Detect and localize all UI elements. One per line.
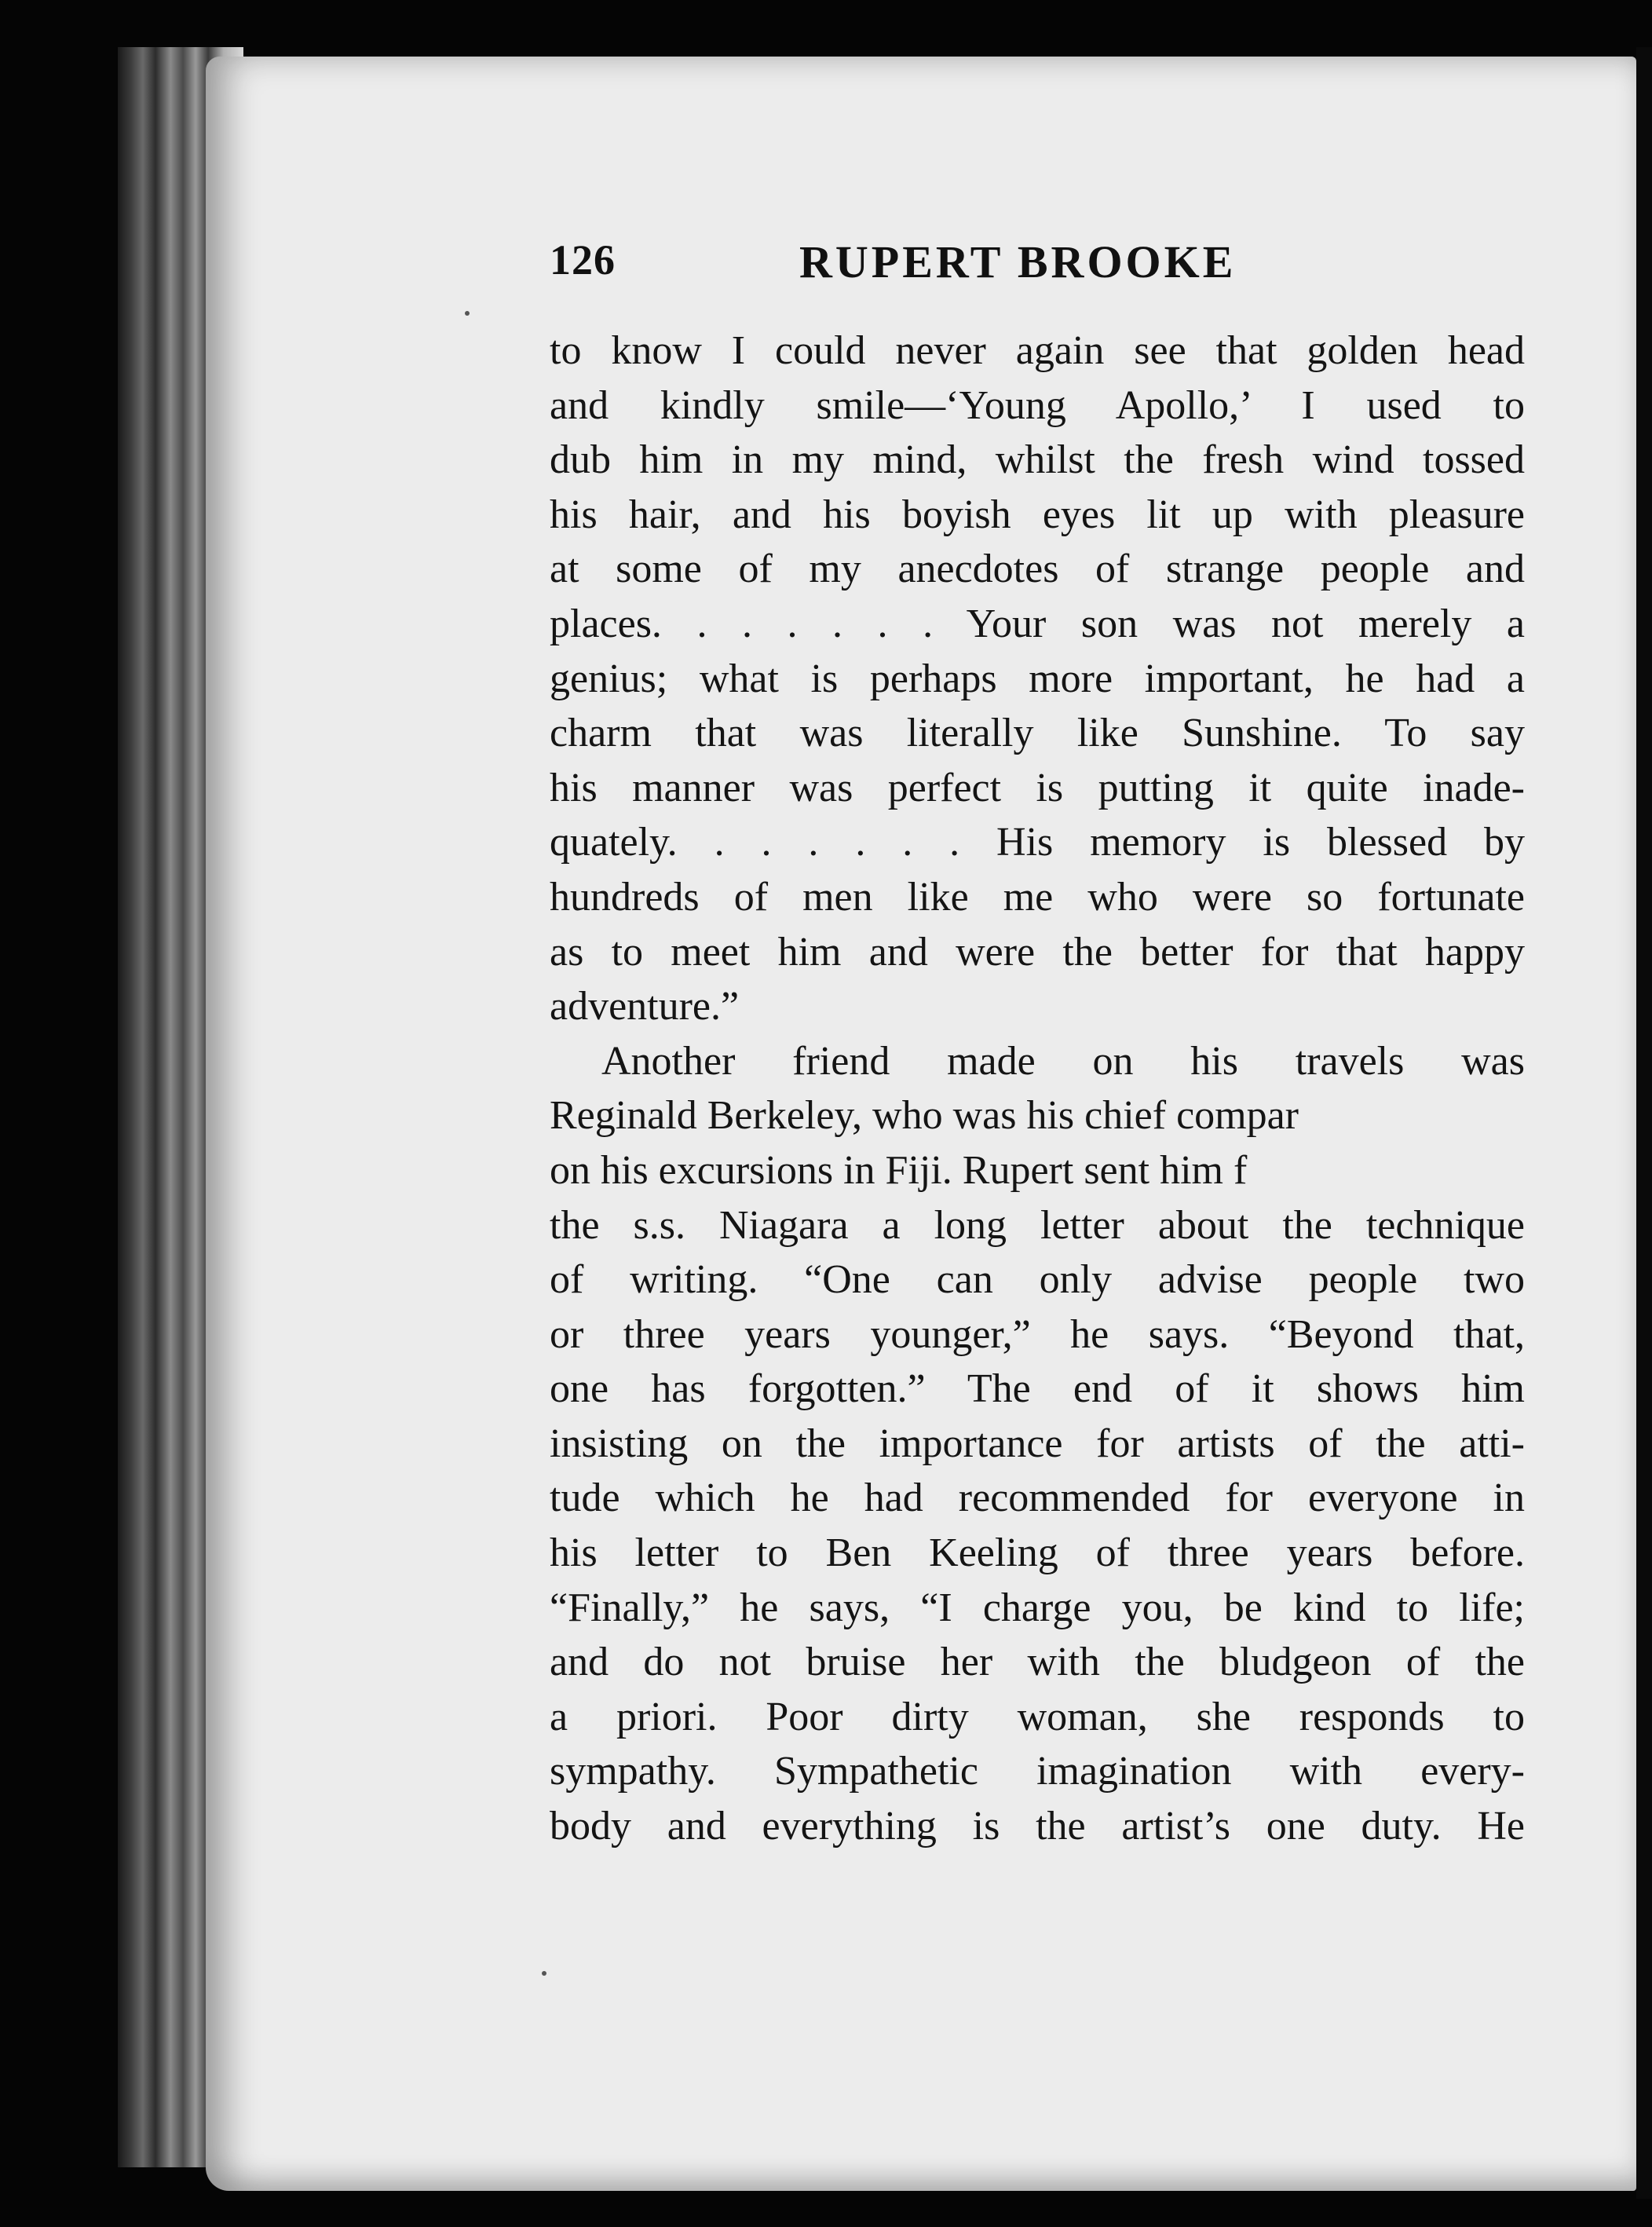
text-line: a priori. Poor dirty woman, she responds to	[550, 1694, 1525, 1739]
scan-right-edge	[1636, 47, 1652, 2199]
text-line: and do not bruise her with the bludgeon of the	[550, 1640, 1525, 1685]
text-line: to know I could never again see that golden head	[550, 328, 1525, 373]
text-line: the s.s. Niagara a long letter about the technique	[550, 1202, 1525, 1248]
text-line: Reginald Berkeley, who was his chief compar	[550, 1093, 1299, 1139]
text-line: his manner was perfect is putting it quite inade-	[550, 765, 1525, 810]
text-line: charm that was literally like Sunshine. To say	[550, 711, 1525, 756]
text-line: and kindly smile—‘Young Apollo,’ I used to	[550, 382, 1525, 428]
dust-speck	[465, 311, 470, 316]
text-line: one has forgotten.” The end of it shows him	[550, 1366, 1525, 1412]
text-line: hundreds of men like me who were so fortunate	[550, 874, 1525, 920]
text-line: tude which he had recommended for everyone in	[550, 1476, 1525, 1521]
text-line: dub him in my mind, whilst the fresh wind tossed	[550, 437, 1525, 483]
text-line: his hair, and his boyish eyes lit up with pleasure	[550, 492, 1525, 537]
text-line: adventure.”	[550, 984, 740, 1029]
text-line: of writing. “One can only advise people two	[550, 1257, 1525, 1303]
text-line: places. . . . . . . Your son was not merely a	[550, 601, 1525, 646]
text-line: or three years younger,” he says. “Beyond that,	[550, 1311, 1525, 1357]
paragraph-start-line: Another friend made on his travels was	[601, 1038, 1525, 1084]
text-line: at some of my anecdotes of strange people and	[550, 547, 1525, 592]
text-line: quately. . . . . . . His memory is blessed by	[550, 820, 1525, 865]
text-line: his letter to Ben Keeling of three years before.	[550, 1530, 1525, 1576]
page-number: 126	[550, 236, 616, 283]
text-line: genius; what is perhaps more important, he had a	[550, 656, 1525, 701]
body-text	[550, 324, 1525, 1854]
text-line: body and everything is the artist’s one duty. He	[550, 1804, 1525, 1849]
dust-speck	[542, 1971, 546, 1976]
text-line: insisting on the importance for artists of the atti-	[550, 1421, 1525, 1466]
text-line: on his excursions in Fiji. Rupert sent him f	[550, 1147, 1248, 1193]
text-line: “Finally,” he says, “I charge you, be kind to life;	[550, 1585, 1525, 1630]
running-title: RUPERT BROOKE	[799, 236, 1237, 287]
text-line: as to meet him and were the better for that happy	[550, 929, 1525, 975]
text-line: sympathy. Sympathetic imagination with every-	[550, 1749, 1525, 1794]
page-header	[550, 236, 1288, 298]
